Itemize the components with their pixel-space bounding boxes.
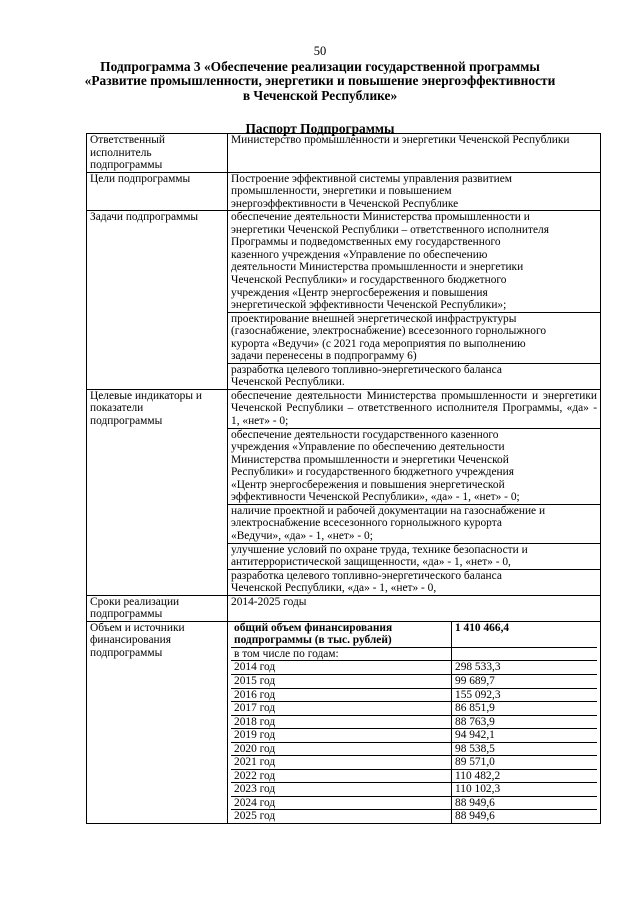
executor-label: Ответственный исполнитель подпрограммы [87, 134, 228, 173]
funding-year: 2023 год [231, 783, 452, 797]
task-item: проектирование внешней энергетической инфраструктуры (газоснабжение, электроснабжение) всесезонного горнолыжного курорта «Ведучи» (с 2021 года мероприятия по выполнению задачи перенесены в подпрограмму 6) [228, 313, 600, 364]
terms-value: 2014-2025 годы [228, 595, 601, 621]
funding-total-value: 1 410 466,4 [452, 622, 598, 648]
executor-value: Министерство промышленности и энергетики Чеченской Республики [228, 134, 601, 173]
funding-amount: 98 538,5 [452, 742, 598, 756]
funding-amount: 110 482,2 [452, 769, 598, 783]
table-row-executor [87, 134, 601, 173]
funding-year: 2024 год [231, 796, 452, 810]
funding-year: 2017 год [231, 702, 452, 716]
funding-year-row [231, 769, 597, 783]
funding-year: 2016 год [231, 688, 452, 702]
funding-year: 2015 год [231, 674, 452, 688]
funding-cell [228, 621, 601, 823]
funding-year-row [231, 810, 597, 823]
funding-amount: 88 763,9 [452, 715, 598, 729]
indicator-item: улучшение условий по охране труда, технике безопасности и антитеррористической защищенности, «да» - 1, «нет» - 0, [228, 544, 600, 570]
table-row-terms [87, 595, 601, 621]
funding-amount: 88 949,6 [452, 810, 598, 823]
funding-amount: 94 942,1 [452, 729, 598, 743]
indicator-item: обеспечение деятельности государственного казенного учреждения «Управление по обеспечению деятельности Министерства промышленности и энергетики Чеченской Республики» и государственного бюджетного учреждения «Центр энергосбережения и повышения энергетической эффективности Чеченской Республики», «да» - 1, «нет» - 0; [228, 429, 600, 505]
table-row-funding [87, 621, 601, 823]
funding-year-row [231, 742, 597, 756]
goals-value: Построение эффективной системы управления развитием промышленности, энергетики и повышением энергоэффективности в Чеченской Республике [228, 172, 601, 211]
funding-year: 2025 год [231, 810, 452, 823]
indicators-list [228, 389, 601, 595]
indicator-item: наличие проектной и рабочей документации на газоснабжение и электроснабжение всесезонного горнолыжного курорта «Ведучи», «да» - 1, «нет» - 0; [228, 505, 600, 544]
funding-total-label: общий объем финансирования подпрограммы (в тыс. рублей) [231, 622, 452, 648]
passport-title: Паспорт Подпрограммы [245, 121, 395, 136]
funding-by-years-empty [452, 647, 598, 661]
funding-year-row [231, 715, 597, 729]
funding-year-row [231, 661, 597, 675]
goals-label: Цели подпрограммы [87, 172, 228, 211]
indicators-label: Целевые индикаторы и показатели подпрограммы [87, 389, 228, 595]
funding-year-row [231, 674, 597, 688]
funding-year-row [231, 688, 597, 702]
funding-year: 2021 год [231, 756, 452, 770]
funding-year-row [231, 756, 597, 770]
funding-year: 2018 год [231, 715, 452, 729]
funding-amount: 110 102,3 [452, 783, 598, 797]
funding-amount: 86 851,9 [452, 702, 598, 716]
funding-amount: 155 092,3 [452, 688, 598, 702]
funding-year-row [231, 783, 597, 797]
table-row-tasks [87, 211, 601, 390]
funding-by-years-label: в том числе по годам: [231, 647, 452, 661]
funding-table [231, 622, 597, 823]
funding-by-years-row [231, 647, 597, 661]
tasks-list [228, 211, 601, 390]
indicator-item: обеспечение деятельности Министерства промышленности и энергетики Чеченской Республики – ответственного исполнителя Программы, «да» - 1, «нет» - 0; [228, 390, 600, 429]
funding-year: 2014 год [231, 661, 452, 675]
funding-year: 2019 год [231, 729, 452, 743]
funding-year-row [231, 702, 597, 716]
funding-amount: 88 949,6 [452, 796, 598, 810]
task-item: разработка целевого топливно-энергетического баланса Чеченской Республики. [231, 363, 502, 389]
terms-label: Сроки реализации подпрограммы [87, 595, 228, 621]
funding-amount: 99 689,7 [452, 674, 598, 688]
indicator-item: разработка целевого топливно-энергетического баланса Чеченской Республики, «да» - 1, «нет» - 0, [231, 569, 502, 595]
document-title: Подпрограмма 3 «Обеспечение реализации государственной программы «Развитие промышленности, энергетики и повышение энергоэффективности в Чеченской Республике» [84, 59, 556, 103]
funding-year: 2020 год [231, 742, 452, 756]
funding-label: Объем и источники финансирования подпрограммы [87, 621, 228, 823]
funding-year-row [231, 796, 597, 810]
funding-amount: 298 533,3 [452, 661, 598, 675]
funding-year: 2022 год [231, 769, 452, 783]
passport-table [86, 133, 601, 824]
table-row-indicators [87, 389, 601, 595]
table-row-goals [87, 172, 601, 211]
funding-total-row [231, 622, 597, 648]
funding-amount: 89 571,0 [452, 756, 598, 770]
tasks-label: Задачи подпрограммы [87, 211, 228, 390]
page-number: 50 [313, 44, 327, 58]
task-item: обеспечение деятельности Министерства промышленности и энергетики Чеченской Республики – ответственного исполнителя Программы и подведомственных ему государственного казенного учреждения «Управление по обеспечению деятельности Министерства промышленности и энергетики Чеченской Республики» и государственного бюджетного учреждения «Центр энергосбережения и повышения энергетической эффективности Чеченской Республики»; [228, 211, 600, 312]
funding-year-row [231, 729, 597, 743]
